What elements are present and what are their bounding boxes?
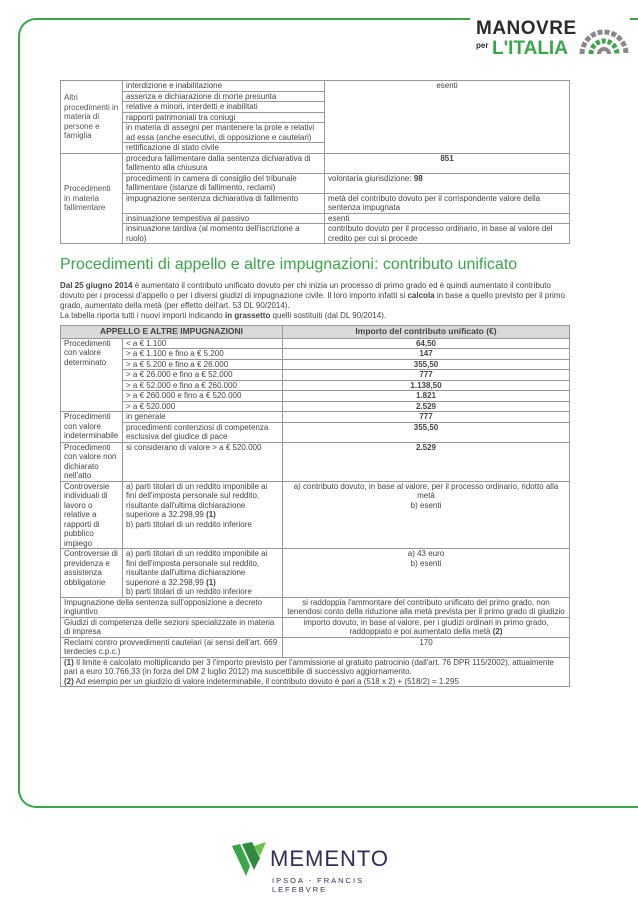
memento-logo: [230, 836, 410, 892]
note-ref: (1): [206, 510, 216, 519]
logo-line2: L'ITALIA: [492, 38, 568, 59]
table-cell: in materia di assegni per mantenere la prole e relativi ad essa (anche esecutivi, di opposizione e cautelari): [123, 123, 325, 143]
value-cell: 851: [325, 153, 570, 173]
memento-sub: IPSOA - FRANCIS LEFEBVRE: [272, 876, 365, 894]
value-cell: 2.529: [283, 442, 570, 481]
value-cell: 64,50: [283, 338, 570, 349]
range-cell: in generale: [123, 412, 283, 423]
intro-date: Dal 25 giugno 2014: [60, 281, 133, 290]
table-cell: insinuazione tardiva (al momento dell'iscrizione a ruolo): [123, 224, 325, 244]
value-cell: [283, 549, 570, 598]
manovre-logo: [470, 14, 630, 62]
value-cell: 355,50: [283, 422, 570, 442]
intro-line2a: La tabella riporta tutti i nuovi importi indicando: [60, 311, 225, 320]
arc-icon: [578, 22, 630, 56]
range-cell: > a € 520.000: [123, 401, 283, 412]
table-cell: impugnazione sentenza dichiarativa di fallimento: [123, 193, 325, 213]
range-cell: > a € 260.000 e fino a € 520.000: [123, 391, 283, 402]
note-1-num: (1): [64, 657, 74, 667]
table-cell: procedura fallimentare dalla sentenza dichiarativa di fallimento alla chiusura: [123, 153, 325, 173]
value-cell: 147: [283, 349, 570, 360]
header-left: APPELLO E ALTRE IMPUGNAZIONI: [61, 326, 283, 339]
value-cell: 170: [283, 637, 570, 657]
value-main: importo dovuto, in base al valore, per i giudizi ordinari in primo grado, raddoppiato e poi aumentato della metà: [303, 617, 549, 636]
logo-per: per: [476, 41, 489, 50]
group-label: Controversie di previdenza e assistenza obbligatorie: [61, 549, 123, 598]
table-persone-fallimentare: [60, 80, 570, 244]
table-cell: rettificazione di stato civile: [123, 143, 325, 154]
group-label: Controversie individuali di lavoro o relative a rapporti di pubblico impiego: [61, 481, 123, 549]
range-cell: > a € 1.100 e fino a € 5.200: [123, 349, 283, 360]
value-cell: [325, 173, 570, 193]
intro-calcola: calcola: [407, 291, 435, 300]
note-2: Ad esempio per un giudizio di valore indeterminabile, il contributo dovuto è pari a (518 x 2) + (518/2) = 1.295: [73, 676, 459, 686]
group-label: Procedimenti in materia fallimentare: [61, 153, 123, 244]
value-b: b) esenti: [410, 500, 442, 510]
range-cell: < a € 1.100: [123, 338, 283, 349]
note-1: Il limite è calcolato moltiplicando per 3 l'importo previsto per l'ammissione al gratuito patrocinio (dall'art. 76 DPR 115/2002), attualmente pari a euro 10.766,33 (in forza del DM 2 luglio 2012) ma suscettibile di successivo aggiornamento.: [64, 657, 554, 676]
value-cell: esenti: [325, 81, 570, 154]
range-cell: > a € 52.000 e fino a € 260.000: [123, 380, 283, 391]
group-label: Procedimenti con valore non dichiarato nell'atto: [61, 442, 123, 481]
range-cell: > a € 5.200 e fino a € 26.000: [123, 359, 283, 370]
intro-text-1: è aumentato il contributo unificato dovuto per chi inizia un processo di primo grado ed è quindi aumentato il contributo dovuto per i processi d'appello o per i diversi giudizi di impugnazione civile. Il loro importo infatti si: [60, 281, 551, 300]
desc-b: b) parti titolari di un reddito inferiore: [126, 519, 252, 529]
value-cell: [283, 481, 570, 549]
range-cell: > a € 26.000 e fino a € 52.000: [123, 370, 283, 381]
desc-a: a) parti titolari di un reddito imponibile ai fini dell'imposta personale sul reddito, risultante dall'ultima dichiarazione superiore a 32.298,99: [126, 549, 268, 587]
range-cell: procedimenti contenziosi di competenza esclusiva del giudice di pace: [123, 422, 283, 442]
row-label: Impugnazione della sentenza sull'opposizione a decreto ingiuntivo: [61, 597, 283, 617]
range-cell: [123, 481, 283, 549]
group-label: Procedimenti con valore indeterminabile: [61, 412, 123, 443]
intro-line2b: quelli sostituiti (dal DL 90/2014).: [270, 311, 387, 320]
table-cell: assenza e dichiarazione di morte presunta: [123, 91, 325, 102]
table-appello: [60, 325, 570, 687]
value-cell: [283, 617, 570, 637]
value-cell: 2.529: [283, 401, 570, 412]
range-cell: [123, 549, 283, 598]
intro-text-2: in base a quello previsto per il primo grado, aumentato della metà (per effetto dell'art. 53 DL 90/2014).: [60, 291, 565, 310]
value-cell: esenti: [325, 213, 570, 224]
value-b: b) esenti: [410, 558, 442, 568]
note-ref: (1): [206, 577, 216, 587]
row-label: Giudizi di competenza delle sezioni specializzate in materia di impresa: [61, 617, 283, 637]
section-heading: Procedimenti di appello e altre impugnazioni: contributo unificato: [60, 256, 518, 273]
value-cell: 1.821: [283, 391, 570, 402]
desc-a: a) parti titolari di un reddito imponibile ai fini dell'imposta personale sul reddito, risultante dall'ultima dichiarazione superiore a 32.298,99: [126, 481, 268, 519]
value-cell: metà del contributo dovuto per il corrispondente valore della sentenza impugnata: [325, 193, 570, 213]
value-cell: 355,50: [283, 359, 570, 370]
intro-paragraph: [60, 281, 570, 321]
value-cell: 1.138,50: [283, 380, 570, 391]
value-cell: 777: [283, 370, 570, 381]
group-label: Procedimenti con valore determinato: [61, 338, 123, 412]
table-cell: insinuazione tempestiva al passivo: [123, 213, 325, 224]
desc-b: b) parti titolari di un reddito inferiore: [126, 587, 252, 596]
logo-line1: MANOVRE: [476, 18, 577, 39]
value-a: a) contributo dovuto, in base al valore, per il processo ordinario, ridotto alla metà: [293, 481, 559, 500]
footnotes: [61, 657, 570, 687]
value-a: a) 43 euro: [407, 549, 445, 558]
value-prefix: volontaria giurisdizione:: [328, 173, 414, 183]
content: [60, 80, 570, 687]
value-cell: 777: [283, 412, 570, 423]
note-ref: (2): [492, 627, 503, 636]
table-cell: relative a minori, interdetti e inabilitati: [123, 102, 325, 113]
header-right: Importo del contributo unificato (€): [283, 326, 570, 339]
table-cell: interdizione e inabilitazione: [123, 81, 325, 92]
table-cell: rapporti patrimoniali tra coniugi: [123, 112, 325, 123]
memento-name: MEMENTO: [270, 846, 390, 871]
range-cell: si considerano di valore > a € 520.000: [123, 442, 283, 481]
intro-grassetto: in grassetto: [224, 311, 271, 320]
group-label: Altri procedimenti in materia di persone e famiglia: [61, 81, 123, 154]
table-cell: procedimenti in camera di consiglio del tribunale fallimentare (istanze di fallimento, reclami): [123, 173, 325, 193]
row-label: Reclami contro provvedimenti cautelari (ai sensi dell'art. 669 terdecies c.p.c.): [61, 637, 283, 657]
value-bold: 98: [413, 173, 423, 183]
value-cell: si raddoppia l'ammontare del contributo unificato del primo grado, non tenendosi conto della riduzione alla metà prevista per il primo grado di giudizio: [283, 597, 570, 617]
value-cell: contributo dovuto per il processo ordinario, in base al valore del credito per cui si procede: [325, 224, 570, 244]
note-2-num: (2): [64, 676, 74, 686]
memento-mark-icon: [230, 840, 268, 880]
